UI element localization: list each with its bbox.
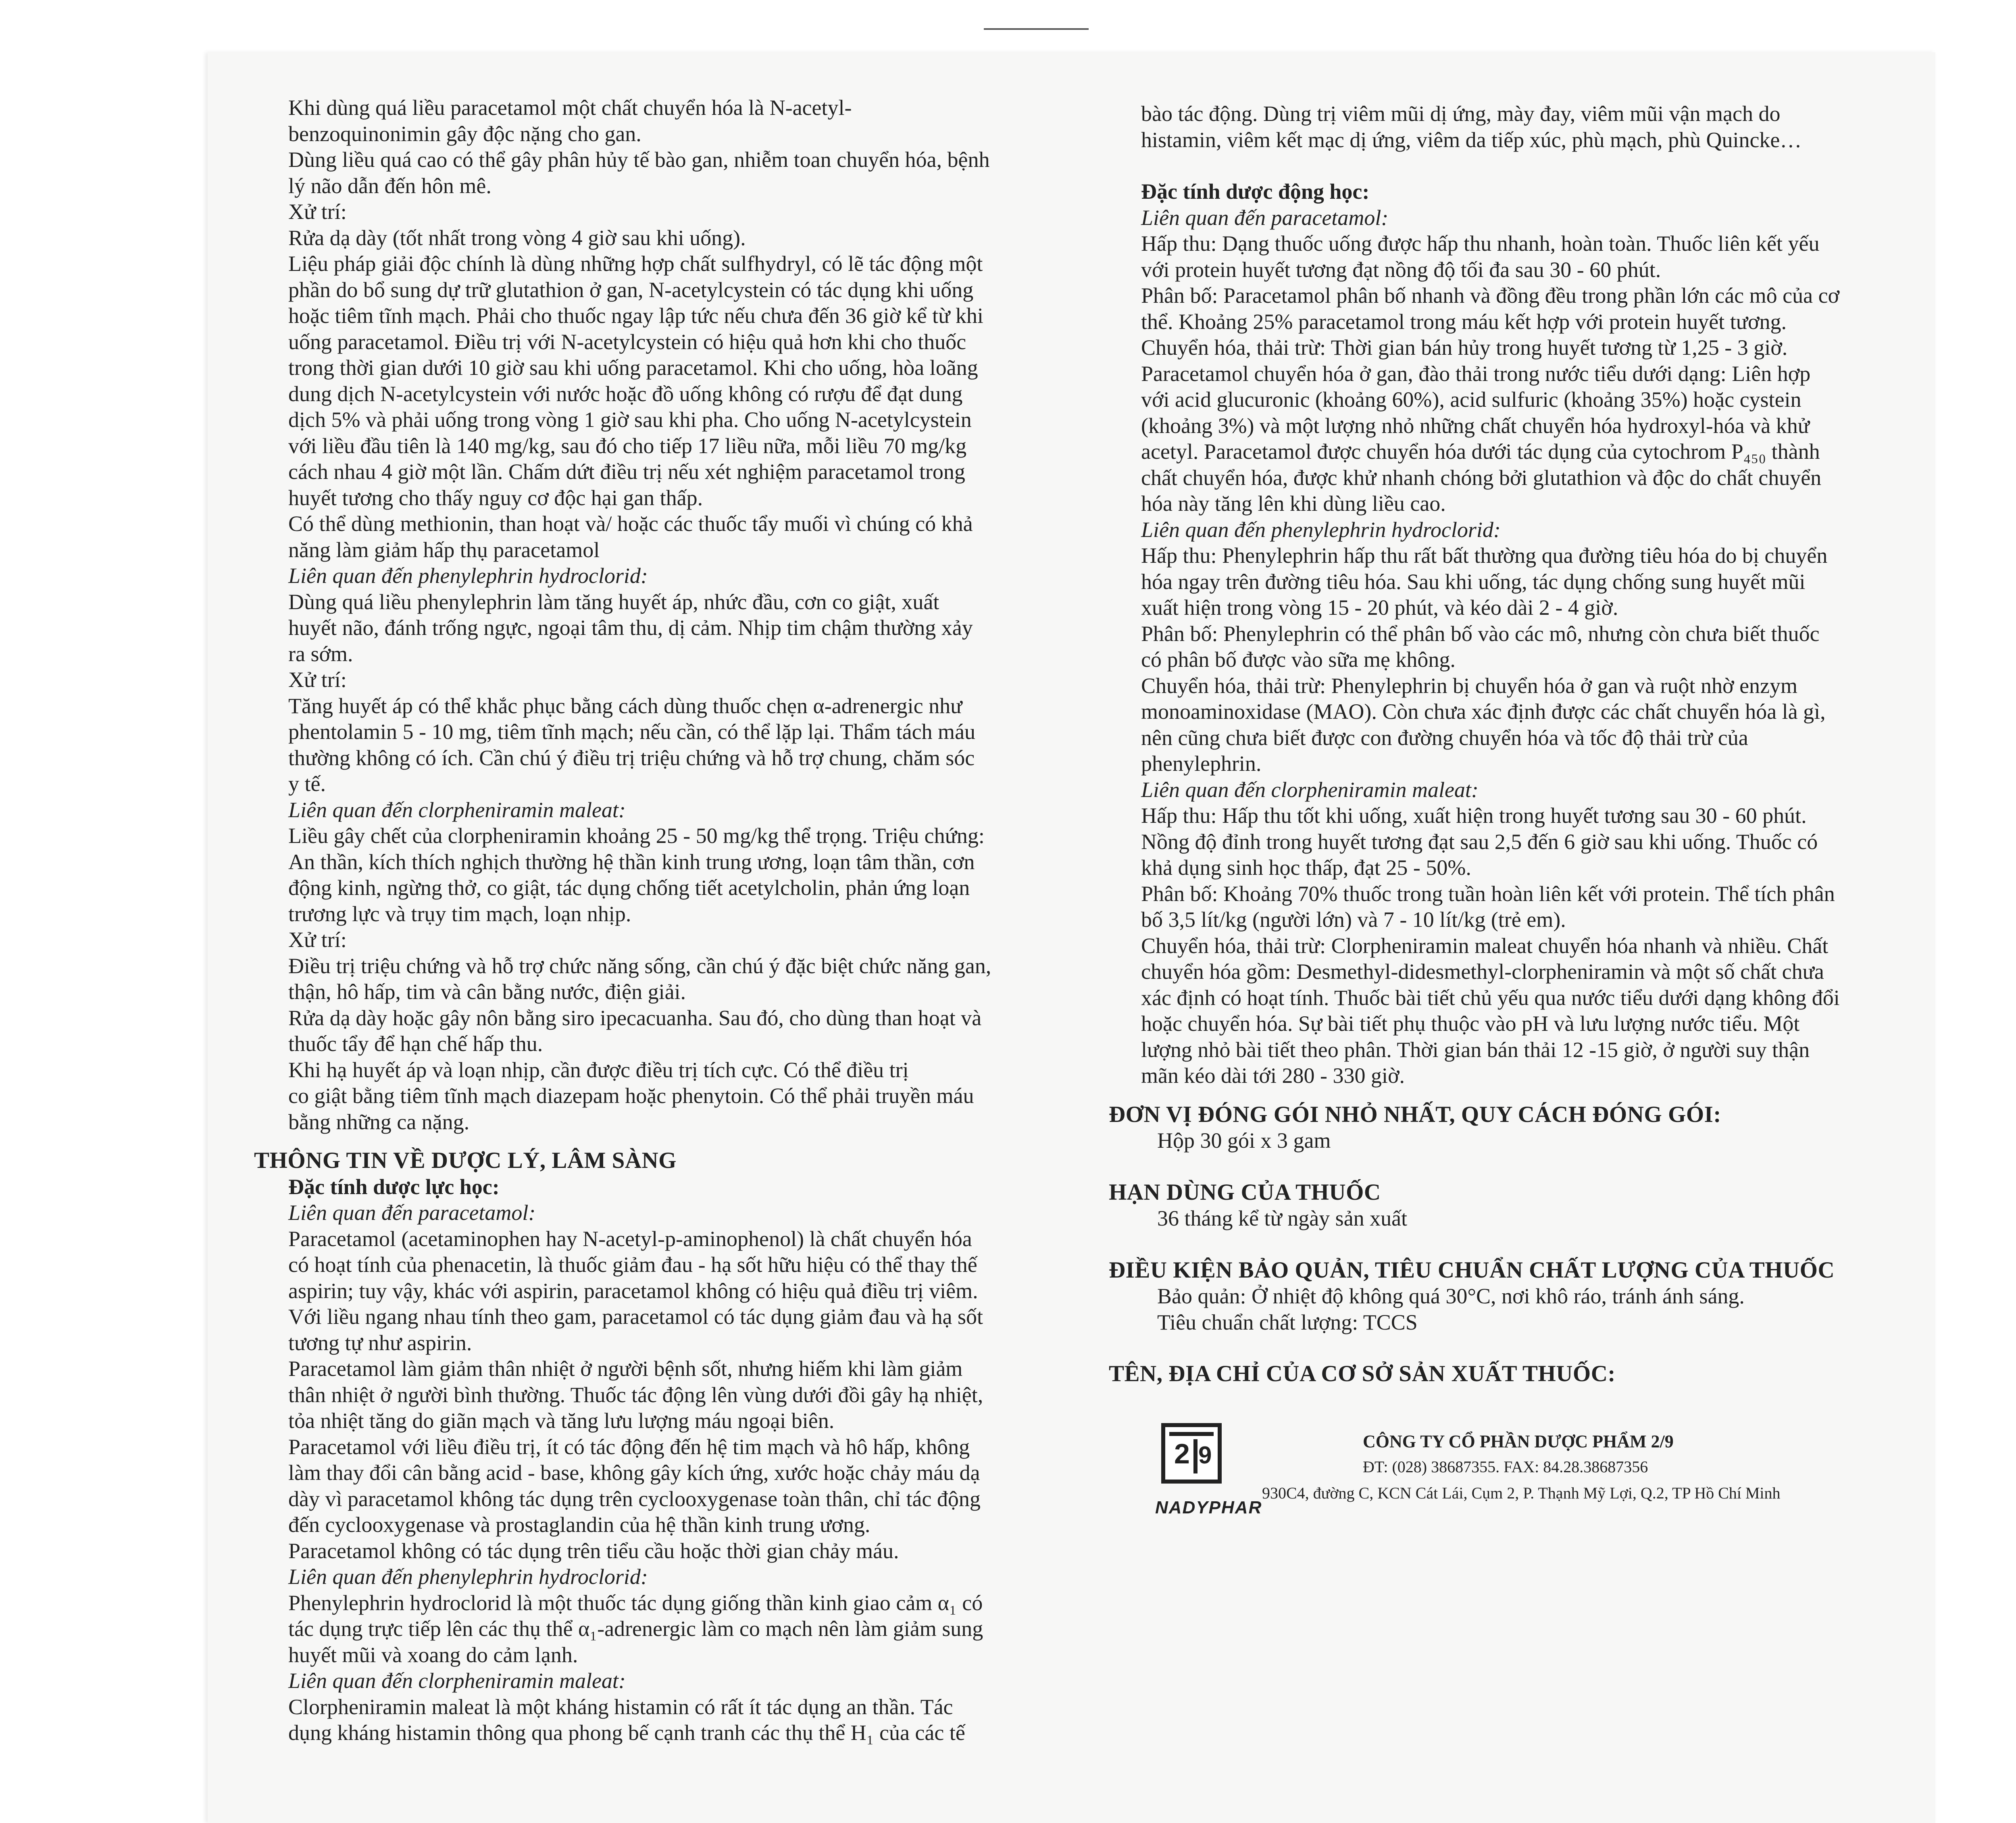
text-line: tương tự như aspirin. [288, 1330, 472, 1355]
treatment-label: Xử trí: [288, 668, 347, 692]
text-line: huyết mũi và xoang do cảm lạnh. [288, 1642, 578, 1667]
subsection-label: Liên quan đến clorpheniramin maleat: [288, 1669, 626, 1693]
text-line: Paracetamol không có tác dụng trên tiểu cầu hoặc thời gian chảy máu. [288, 1538, 899, 1563]
text-line: Paracetamol chuyển hóa ở gan, đào thải trong nước tiểu dưới dạng: Liên hợp [1141, 361, 1811, 386]
pharmacodynamics-heading: Đặc tính dược lực học: [288, 1174, 500, 1199]
treatment-label: Xử trí: [288, 200, 347, 224]
text-line: co giật bằng tiêm tĩnh mạch diazepam hoặc phenytoin. Có thể phải truyền máu [288, 1084, 974, 1108]
text-line: khả dụng sinh học thấp, đạt 25 - 50%. [1141, 855, 1471, 880]
overdose-treatment-text [288, 95, 1010, 1135]
text-line: có hoạt tính của phenacetin, là thuốc giảm đau - hạ sốt hữu hiệu có thể thay thế [288, 1253, 977, 1277]
text-line: Rửa dạ dày hoặc gây nôn bằng siro ipecacuanha. Sau đó, cho dùng than hoạt và [288, 1005, 982, 1030]
packaging-heading: ĐƠN VỊ ĐÓNG GÓI NHỎ NHẤT, QUY CÁCH ĐÓNG GÓI: [1109, 1101, 1721, 1127]
pharmacodynamics-text [288, 1200, 1010, 1746]
text-line: thuốc tẩy để hạn chế hấp thu. [288, 1032, 543, 1056]
text-line: cách nhau 4 giờ một lần. Chấm dứt điều trị nếu xét nghiệm paracetamol trong [288, 460, 965, 484]
text-line: dụng kháng histamin thông qua phong bế cạnh tranh các thụ thể H₁ của các tế [288, 1721, 965, 1745]
text-line: Dùng quá liều phenylephrin làm tăng huyết áp, nhức đầu, cơn co giật, xuất [288, 589, 939, 614]
text-line: Phân bố: Phenylephrin có thể phân bố vào các mô, nhưng còn chưa biết thuốc [1141, 621, 1820, 646]
text-line: lý não dẫn đến hôn mê. [288, 173, 492, 198]
text-line: bằng những ca nặng. [288, 1109, 470, 1134]
text-line: Chuyển hóa, thải trừ: Thời gian bán hủy trong huyết tương từ 1,25 - 3 giờ. [1141, 335, 1788, 360]
text-line: hoặc tiêm tĩnh mạch. Phải cho thuốc ngay lập tức nếu chưa đến 36 giờ kể từ khi [288, 304, 983, 328]
text-line: bố 3,5 lít/kg (người lớn) và 7 - 10 lít/kg (trẻ em). [1141, 907, 1566, 932]
text-line: xuất hiện trong vòng 15 - 20 phút, và kéo dài 2 - 4 giờ. [1141, 595, 1618, 620]
quality-standard: Tiêu chuẩn chất lượng: TCCS [1157, 1310, 1418, 1334]
subsection-label: Liên quan đến phenylephrin hydroclorid: [288, 1565, 648, 1589]
pharmacokinetics-text [1141, 205, 1863, 1089]
logo-wordmark: NADYPHAR [1155, 1498, 1262, 1517]
text-line: năng làm giảm hấp thụ paracetamol [288, 537, 600, 562]
text-line: Dùng liều quá cao có thể gây phân hủy tế bào gan, nhiễm toan chuyển hóa, bệnh [288, 148, 990, 172]
text-line: Với liều ngang nhau tính theo gam, paracetamol có tác dụng giảm đau và hạ sốt [288, 1305, 983, 1329]
treatment-label: Xử trí: [288, 928, 347, 952]
text-line: Clorpheniramin maleat là một kháng histamin có rất ít tác dụng an thần. Tác [288, 1694, 953, 1719]
text-line: Điều trị triệu chứng và hỗ trợ chức năng sống, cần chú ý đặc biệt chức năng gan, [288, 953, 991, 978]
text-line: với liều đầu tiên là 140 mg/kg, sau đó cho tiếp 17 liều nữa, mỗi liều 70 mg/kg [288, 433, 967, 458]
text-line: Chuyển hóa, thải trừ: Phenylephrin bị chuyển hóa ở gan và ruột nhờ enzym [1141, 673, 1798, 698]
text-line: với protein huyết tương đạt nồng độ tối đa sau 30 - 60 phút. [1141, 257, 1661, 282]
subsection-label: Liên quan đến phenylephrin hydroclorid: [1141, 517, 1501, 542]
text-line: phần do bổ sung dự trữ glutathion ở gan, N-acetylcystein có tác dụng khi uống [288, 277, 974, 302]
text-line: Có thể dùng methionin, than hoạt và/ hoặc các thuốc tẩy muối vì chúng có khả [288, 512, 973, 536]
text-line: mãn kéo dài tới 280 - 330 giờ. [1141, 1063, 1405, 1088]
nadyphar-logo-icon [1161, 1423, 1222, 1484]
text-line: Khi dùng quá liều paracetamol một chất chuyển hóa là N-acetyl- [288, 96, 852, 120]
packaging-value: Hộp 30 gói x 3 gam [1157, 1128, 1331, 1153]
text-line: huyết tương cho thấy nguy cơ độc hại gan thấp. [288, 485, 703, 510]
text-line: huyết não, đánh trống ngực, ngoại tâm thu, dị cảm. Nhịp tim chậm thường xảy [288, 616, 973, 640]
company-phone-fax: ĐT: (028) 38687355. FAX: 84.28.38687356 [1363, 1458, 1648, 1476]
text-line: trong thời gian dưới 10 giờ sau khi uống paracetamol. Khi cho uống, hòa loãng [288, 356, 978, 380]
text-line: thận, hô hấp, tim và cân bằng nước, điện giải. [288, 980, 686, 1004]
text-line: xác định có hoạt tính. Thuốc bài tiết chủ yếu qua nước tiểu dưới dạng không đổi [1141, 985, 1840, 1010]
text-line: Khi hạ huyết áp và loạn nhịp, cần được điều trị tích cực. Có thể điều trị [288, 1057, 909, 1082]
text-line: ra sớm. [288, 641, 353, 666]
text-line: phenylephrin. [1141, 751, 1262, 776]
subsection-label: Liên quan đến paracetamol: [288, 1201, 536, 1225]
text-line: histamin, viêm kết mạc dị ứng, viêm da tiếp xúc, phù mạch, phù Quincke… [1141, 127, 1802, 152]
text-line: có phân bố được vào sữa mẹ không. [1141, 647, 1456, 672]
subsection-label: Liên quan đến clorpheniramin maleat: [1141, 777, 1479, 802]
text-line: với acid glucuronic (khoảng 60%), acid sulfuric (khoảng 35%) hoặc cystein [1141, 387, 1801, 412]
text-line: monoaminoxidase (MAO). Còn chưa xác định được các chất chuyển hóa là gì, [1141, 699, 1826, 724]
storage-condition: Bảo quản: Ở nhiệt độ không quá 30°C, nơi khô ráo, tránh ánh sáng. [1157, 1284, 1745, 1308]
expiry-heading: HẠN DÙNG CỦA THUỐC [1109, 1179, 1381, 1205]
subsection-label: Liên quan đến phenylephrin hydroclorid: [288, 564, 648, 588]
text-line: Phenylephrin hydroclorid là một thuốc tác dụng giống thần kinh giao cảm α₁ có [288, 1590, 983, 1615]
text-line: aspirin; tuy vậy, khác với aspirin, paracetamol không có hiệu quả điều trị viêm. [288, 1278, 978, 1303]
text-line: tác dụng trực tiếp lên các thụ thể α₁-adrenergic làm co mạch nên làm giảm sung [288, 1617, 983, 1641]
text-line: Hấp thu: Dạng thuốc uống được hấp thu nhanh, hoàn toàn. Thuốc liên kết yếu [1141, 231, 1820, 256]
text-line: Liều gây chết của clorpheniramin khoảng 25 - 50 mg/kg thể trọng. Triệu chứng: [288, 824, 985, 848]
text-line: thân nhiệt ở người bình thường. Thuốc tác động lên vùng dưới đồi gây hạ nhiệt, [288, 1382, 983, 1407]
text-line: dày vì paracetamol không tác dụng trên cyclooxygenase toàn thân, chỉ tác động [288, 1486, 981, 1511]
text-line: Rửa dạ dày (tốt nhất trong vòng 4 giờ sau khi uống). [288, 225, 746, 250]
text-line: Chuyển hóa, thải trừ: Clorpheniramin maleat chuyển hóa nhanh và nhiều. Chất [1141, 933, 1829, 958]
text-line: Hấp thu: Hấp thu tốt khi uống, xuất hiện trong huyết tương sau 30 - 60 phút. [1141, 803, 1807, 828]
text-line: lượng nhỏ bài tiết theo phân. Thời gian bán thải 12 -15 giờ, ở người suy thận [1141, 1037, 1810, 1062]
text-line: Phân bố: Khoảng 70% thuốc trong tuần hoàn liên kết với protein. Thể tích phân [1141, 881, 1835, 906]
text-line: làm thay đổi cân bằng acid - base, không gây kích ứng, xước hoặc chảy máu dạ [288, 1461, 980, 1485]
text-line: tỏa nhiệt tăng do giãn mạch và tăng lưu lượng máu ngoại biên. [288, 1409, 835, 1433]
text-line: acetyl. Paracetamol được chuyển hóa dưới tác dụng của cytochrom P₄₅₀ thành [1141, 439, 1820, 464]
text-line: An thần, kích thích nghịch thường hệ thần kinh trung ương, loạn tâm thần, cơn [288, 849, 975, 874]
manufacturer-block [1155, 1423, 1867, 1544]
text-line: nên cũng chưa biết được con đường chuyển hóa và tốc độ thải trừ của [1141, 725, 1748, 750]
subsection-label: Liên quan đến clorpheniramin maleat: [288, 797, 626, 822]
text-line: uống paracetamol. Điều trị với N-acetylcystein có hiệu quả hơn khi cho thuốc [288, 329, 966, 354]
text-line: bào tác động. Dùng trị viêm mũi dị ứng, mày đay, viêm mũi vận mạch do [1141, 102, 1781, 126]
right-column [1109, 101, 1863, 1387]
expiry-value: 36 tháng kể từ ngày sản xuất [1157, 1206, 1408, 1230]
pharmacokinetics-heading: Đặc tính dược động học: [1141, 179, 1370, 204]
text-line: hóa này tăng lên khi dùng liều cao. [1141, 491, 1446, 516]
text-line: đến cyclooxygenase và prostaglandin của hệ thần kinh trung ương. [288, 1513, 871, 1537]
scan-artifact-line [984, 28, 1089, 30]
company-address: 930C4, đường C, KCN Cát Lái, Cụm 2, P. Thạnh Mỹ Lợi, Q.2, TP Hồ Chí Minh [1262, 1484, 1781, 1502]
text-line: Phân bố: Paracetamol phân bố nhanh và đồng đều trong phần lớn các mô của cơ [1141, 283, 1840, 308]
text-line: chuyển hóa gồm: Desmethyl-didesmethyl-clorpheniramin và một số chất chưa [1141, 959, 1824, 984]
text-line: trương lực và trụy tim mạch, loạn nhịp. [288, 901, 631, 926]
storage-heading: ĐIỀU KIỆN BẢO QUẢN, TIÊU CHUẨN CHẤT LƯỢNG CỦA THUỐC [1109, 1257, 1835, 1283]
text-line: Paracetamol với liều điều trị, ít có tác động đến hệ tim mạch và hô hấp, không [288, 1434, 970, 1459]
text-line: Nồng độ đỉnh trong huyết tương đạt sau 2,5 đến 6 giờ sau khi uống. Thuốc có [1141, 829, 1818, 854]
left-column [254, 95, 1010, 1746]
text-line: Liệu pháp giải độc chính là dùng những hợp chất sulfhydryl, có lẽ tác động một [288, 252, 983, 276]
text-line: dịch 5% và phải uống trong vòng 1 giờ sau khi pha. Cho uống N-acetylcystein [288, 408, 972, 432]
text-line: Paracetamol (acetaminophen hay N-acetyl-p-aminophenol) là chất chuyển hóa [288, 1226, 972, 1251]
text-line: hóa ngay trên đường tiêu hóa. Sau khi uống, tác dụng chống sung huyết mũi [1141, 569, 1806, 594]
text-line: chất chuyển hóa, được khử nhanh chóng bởi glutathion và độc do chất chuyển [1141, 465, 1822, 490]
text-line: thường không có ích. Cần chú ý điều trị triệu chứng và hỗ trợ chung, chăm sóc [288, 745, 975, 770]
text-line: thể. Khoảng 25% paracetamol trong máu kết hợp với protein huyết tương. [1141, 309, 1787, 334]
text-line: dung dịch N-acetylcystein với nước hoặc đồ uống không có rượu để đạt dung [288, 381, 963, 406]
text-line: (khoảng 3%) và một lượng nhỏ những chất chuyển hóa hydroxyl-hóa và khử [1141, 413, 1810, 438]
text-line: Paracetamol làm giảm thân nhiệt ở người bệnh sốt, nhưng hiếm khi làm giảm [288, 1357, 963, 1381]
svg-text:9: 9 [1198, 1442, 1212, 1469]
manufacturer-heading: TÊN, ĐỊA CHỈ CỦA CƠ SỞ SẢN XUẤT THUỐC: [1109, 1361, 1616, 1386]
text-line: Tăng huyết áp có thể khắc phục bằng cách dùng thuốc chẹn α-adrenergic như [288, 693, 962, 718]
pharmacology-heading: THÔNG TIN VỀ DƯỢC LÝ, LÂM SÀNG [254, 1148, 677, 1173]
company-name: CÔNG TY CỔ PHẦN DƯỢC PHẨM 2/9 [1363, 1432, 1674, 1451]
svg-text:2: 2 [1174, 1438, 1190, 1469]
text-line: Hấp thu: Phenylephrin hấp thu rất bất thường qua đường tiêu hóa do bị chuyển [1141, 543, 1828, 568]
text-line: hoặc chuyển hóa. Sự bài tiết phụ thuộc vào pH và lưu lượng nước tiểu. Một [1141, 1011, 1800, 1036]
antihistamine-continued-text [1141, 101, 1863, 153]
text-line: benzoquinonimin gây độc nặng cho gan. [288, 121, 641, 146]
text-line: phentolamin 5 - 10 mg, tiêm tĩnh mạch; nếu cần, có thể lặp lại. Thẩm tách máu [288, 720, 976, 744]
text-line: y tế. [288, 772, 326, 796]
subsection-label: Liên quan đến paracetamol: [1141, 205, 1389, 230]
text-line: động kinh, ngừng thở, co giật, tác dụng chống tiết acetylcholin, phản ứng loạn [288, 876, 970, 900]
